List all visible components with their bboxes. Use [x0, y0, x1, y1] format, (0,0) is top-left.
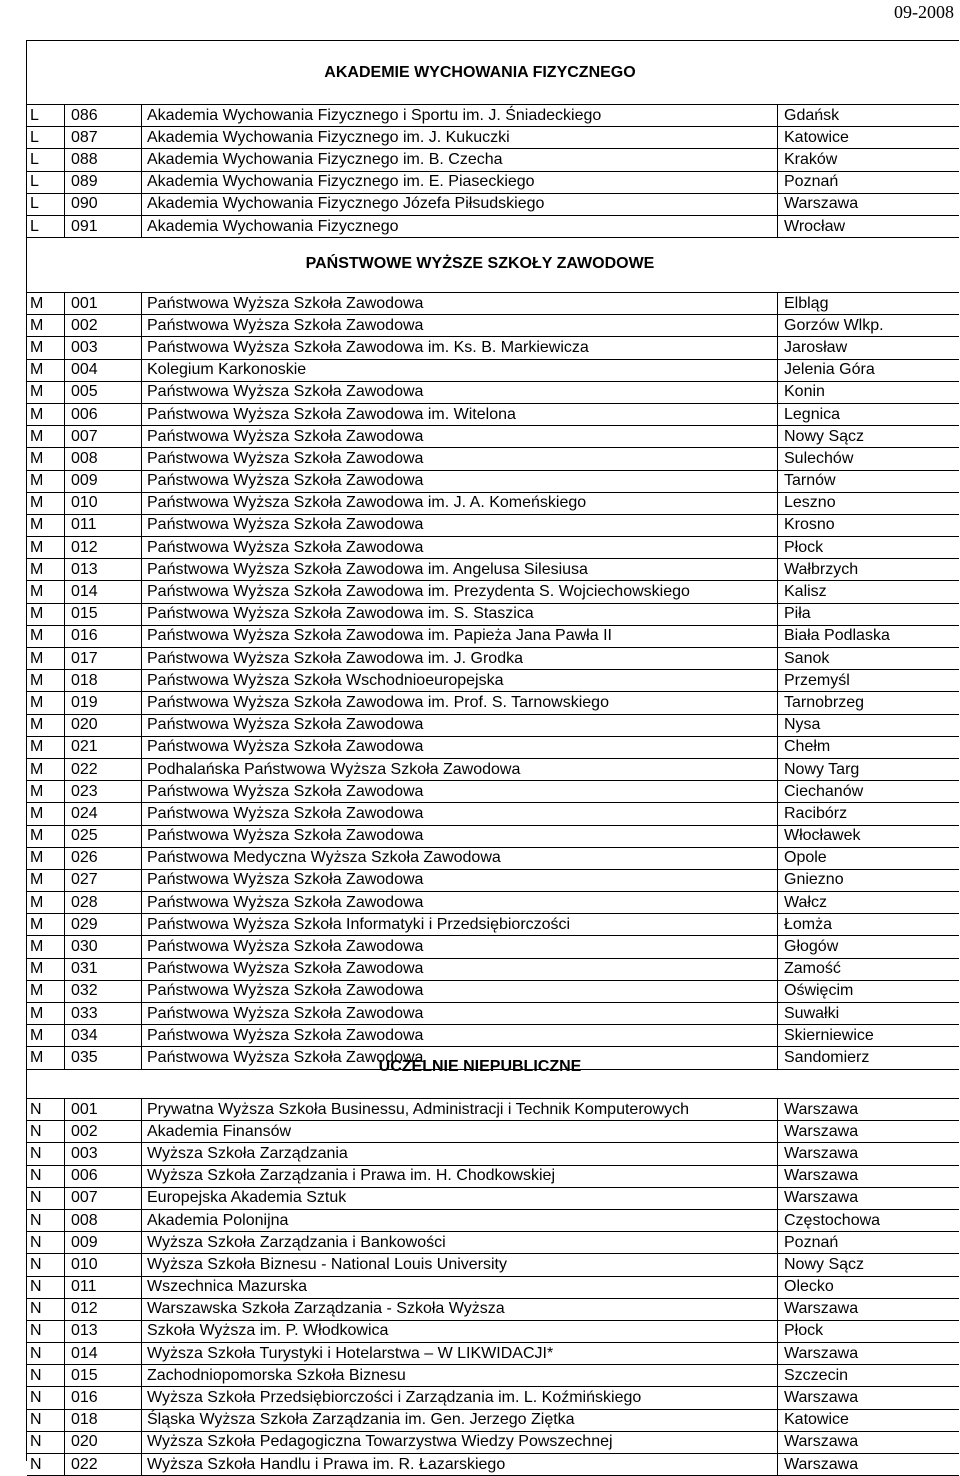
table-row: [27, 1025, 959, 1047]
cell-name: Akademia Wychowania Fizycznego im. E. Piaseckiego: [142, 171, 778, 193]
cell-city: Przemyśl: [778, 670, 960, 692]
cell-num: 028: [65, 892, 142, 914]
cell-code: M: [27, 470, 65, 492]
cell-name: Szkoła Wyższa im. P. Włodkowica: [142, 1320, 778, 1342]
table-row: [27, 215, 959, 237]
cell-code: N: [27, 1121, 65, 1143]
cell-city: Opole: [778, 847, 960, 869]
cell-code: M: [27, 448, 65, 470]
cell-code: M: [27, 714, 65, 736]
cell-num: 017: [65, 648, 142, 670]
cell-num: 010: [65, 1254, 142, 1276]
cell-num: 009: [65, 470, 142, 492]
cell-name: Państwowa Wyższa Szkoła Zawodowa: [142, 381, 778, 403]
cell-code: M: [27, 736, 65, 758]
cell-city: Warszawa: [778, 1431, 960, 1453]
cell-city: Warszawa: [778, 1099, 960, 1121]
cell-code: M: [27, 825, 65, 847]
table-row: [27, 625, 959, 647]
cell-num: 009: [65, 1232, 142, 1254]
cell-num: 086: [65, 105, 142, 127]
cell-city: Legnica: [778, 403, 960, 425]
table-row: [27, 781, 959, 803]
cell-name: Państwowa Wyższa Szkoła Zawodowa: [142, 426, 778, 448]
cell-code: M: [27, 337, 65, 359]
cell-city: Wałcz: [778, 892, 960, 914]
cell-num: 001: [65, 293, 142, 315]
cell-num: 026: [65, 847, 142, 869]
cell-num: 014: [65, 581, 142, 603]
table-row: [27, 1298, 959, 1320]
cell-code: M: [27, 315, 65, 337]
cell-name: Państwowa Wyższa Szkoła Zawodowa: [142, 448, 778, 470]
cell-name: Państwowa Wyższa Szkoła Zawodowa: [142, 892, 778, 914]
table-row: [27, 692, 959, 714]
table-row: [27, 1365, 959, 1387]
cell-num: 087: [65, 127, 142, 149]
table-row: [27, 758, 959, 780]
cell-code: M: [27, 603, 65, 625]
cell-city: Leszno: [778, 492, 960, 514]
cell-name: Państwowa Medyczna Wyższa Szkoła Zawodowa: [142, 847, 778, 869]
cell-num: 015: [65, 1365, 142, 1387]
cell-city: Jarosław: [778, 337, 960, 359]
section-title-pwsz: PAŃSTWOWE WYŻSZE SZKOŁY ZAWODOWE: [305, 255, 655, 272]
cell-code: M: [27, 426, 65, 448]
cell-code: N: [27, 1454, 65, 1476]
cell-name: Akademia Wychowania Fizycznego i Sportu im. J. Śniadeckiego: [142, 105, 778, 127]
cell-city: Nowy Sącz: [778, 1254, 960, 1276]
cell-city: Nowy Targ: [778, 758, 960, 780]
table-row: [27, 1099, 959, 1121]
table-row: [27, 492, 959, 514]
table-row: [27, 892, 959, 914]
cell-city: Konin: [778, 381, 960, 403]
cell-code: M: [27, 803, 65, 825]
cell-name: Państwowa Wyższa Szkoła Zawodowa: [142, 514, 778, 536]
cell-num: 018: [65, 1409, 142, 1431]
table-row: [27, 980, 959, 1002]
table-row: [27, 426, 959, 448]
table-row: [27, 1121, 959, 1143]
table-row: [27, 958, 959, 980]
cell-code: N: [27, 1232, 65, 1254]
cell-code: M: [27, 648, 65, 670]
cell-name: Państwowa Wyższa Szkoła Zawodowa: [142, 470, 778, 492]
table-row: [27, 670, 959, 692]
cell-num: 033: [65, 1003, 142, 1025]
cell-city: Częstochowa: [778, 1209, 960, 1231]
cell-num: 022: [65, 1454, 142, 1476]
cell-city: Krosno: [778, 514, 960, 536]
cell-city: Warszawa: [778, 1454, 960, 1476]
table-row: [27, 714, 959, 736]
cell-city: Warszawa: [778, 1298, 960, 1320]
cell-num: 006: [65, 403, 142, 425]
cell-city: Racibórz: [778, 803, 960, 825]
cell-num: 032: [65, 980, 142, 1002]
cell-code: L: [27, 171, 65, 193]
cell-city: Włocławek: [778, 825, 960, 847]
cell-city: Kalisz: [778, 581, 960, 603]
cell-num: 013: [65, 1320, 142, 1342]
cell-city: Sulechów: [778, 448, 960, 470]
cell-city: Sandomierz: [778, 1047, 960, 1069]
cell-num: 008: [65, 448, 142, 470]
cell-num: 004: [65, 359, 142, 381]
table-row: [27, 936, 959, 958]
table-row: [27, 293, 959, 315]
table-row: [27, 581, 959, 603]
cell-city: Tarnów: [778, 470, 960, 492]
cell-name: Państwowa Wyższa Szkoła Zawodowa: [142, 293, 778, 315]
section-title-niepubliczne: UCZELNIE NIEPUBLICZNE: [378, 1058, 582, 1075]
cell-name: Podhalańska Państwowa Wyższa Szkoła Zawodowa: [142, 758, 778, 780]
cell-name: Śląska Wyższa Szkoła Zarządzania im. Gen. Jerzego Ziętka: [142, 1409, 778, 1431]
table-row: [27, 1431, 959, 1453]
cell-city: Warszawa: [778, 193, 960, 215]
cell-code: M: [27, 559, 65, 581]
cell-code: M: [27, 892, 65, 914]
cell-code: N: [27, 1298, 65, 1320]
cell-city: Gorzów Wlkp.: [778, 315, 960, 337]
cell-code: M: [27, 847, 65, 869]
cell-city: Gdańsk: [778, 105, 960, 127]
cell-name: Wyższa Szkoła Zarządzania i Prawa im. H. Chodkowskiej: [142, 1165, 778, 1187]
table-row: [27, 1254, 959, 1276]
cell-city: Tarnobrzeg: [778, 692, 960, 714]
cell-name: Akademia Polonijna: [142, 1209, 778, 1231]
cell-code: N: [27, 1343, 65, 1365]
cell-name: Państwowa Wyższa Szkoła Zawodowa: [142, 315, 778, 337]
cell-city: Piła: [778, 603, 960, 625]
cell-num: 030: [65, 936, 142, 958]
cell-code: M: [27, 625, 65, 647]
cell-name: Państwowa Wyższa Szkoła Zawodowa im. J. Grodka: [142, 648, 778, 670]
cell-code: M: [27, 492, 65, 514]
cell-name: Państwowa Wyższa Szkoła Zawodowa im. Ks. B. Markiewicza: [142, 337, 778, 359]
table-row: [27, 193, 959, 215]
table-row: [27, 127, 959, 149]
cell-name: Kolegium Karkonoskie: [142, 359, 778, 381]
cell-num: 022: [65, 758, 142, 780]
cell-name: Państwowa Wyższa Szkoła Zawodowa im. Papieża Jana Pawła II: [142, 625, 778, 647]
cell-code: M: [27, 936, 65, 958]
cell-city: Nowy Sącz: [778, 426, 960, 448]
table-row: [27, 1165, 959, 1187]
cell-code: L: [27, 127, 65, 149]
cell-num: 018: [65, 670, 142, 692]
cell-code: M: [27, 980, 65, 1002]
cell-num: 002: [65, 1121, 142, 1143]
cell-code: M: [27, 1025, 65, 1047]
table-row: [27, 448, 959, 470]
cell-num: 029: [65, 914, 142, 936]
cell-city: Warszawa: [778, 1187, 960, 1209]
cell-num: 012: [65, 537, 142, 559]
cell-num: 012: [65, 1298, 142, 1320]
cell-name: Prywatna Wyższa Szkoła Businessu, Administracji i Technik Komputerowych: [142, 1099, 778, 1121]
cell-code: L: [27, 149, 65, 171]
cell-name: Wyższa Szkoła Biznesu - National Louis University: [142, 1254, 778, 1276]
cell-code: L: [27, 215, 65, 237]
table-row: [27, 847, 959, 869]
cell-num: 027: [65, 869, 142, 891]
cell-name: Akademia Wychowania Fizycznego: [142, 215, 778, 237]
table-row: [27, 1003, 959, 1025]
cell-name: Państwowa Wyższa Szkoła Zawodowa: [142, 1025, 778, 1047]
cell-city: Nysa: [778, 714, 960, 736]
cell-name: Wyższa Szkoła Handlu i Prawa im. R. Łazarskiego: [142, 1454, 778, 1476]
cell-num: 007: [65, 1187, 142, 1209]
table-row: [27, 337, 959, 359]
cell-num: 016: [65, 1387, 142, 1409]
cell-num: 014: [65, 1343, 142, 1365]
cell-name: Państwowa Wyższa Szkoła Zawodowa: [142, 781, 778, 803]
cell-city: Biała Podlaska: [778, 625, 960, 647]
table-row: [27, 1409, 959, 1431]
table-akademie: [27, 104, 959, 238]
cell-num: 090: [65, 193, 142, 215]
cell-num: 023: [65, 781, 142, 803]
cell-city: Poznań: [778, 171, 960, 193]
cell-code: M: [27, 670, 65, 692]
cell-num: 006: [65, 1165, 142, 1187]
cell-name: Państwowa Wyższa Szkoła Zawodowa im. S. Staszica: [142, 603, 778, 625]
section-title-akademie: AKADEMIE WYCHOWANIA FIZYCZNEGO: [324, 64, 636, 81]
cell-name: Państwowa Wyższa Szkoła Zawodowa: [142, 980, 778, 1002]
cell-city: Katowice: [778, 1409, 960, 1431]
cell-city: Skierniewice: [778, 1025, 960, 1047]
table-row: [27, 1387, 959, 1409]
cell-num: 005: [65, 381, 142, 403]
cell-name: Państwowa Wyższa Szkoła Wschodnioeuropejska: [142, 670, 778, 692]
cell-name: Akademia Wychowania Fizycznego Józefa Piłsudskiego: [142, 193, 778, 215]
table-row: [27, 869, 959, 891]
cell-city: Warszawa: [778, 1165, 960, 1187]
cell-code: M: [27, 1047, 65, 1069]
table-row: [27, 381, 959, 403]
cell-code: M: [27, 381, 65, 403]
cell-city: Sanok: [778, 648, 960, 670]
cell-name: Wyższa Szkoła Zarządzania: [142, 1143, 778, 1165]
cell-num: 020: [65, 1431, 142, 1453]
cell-code: N: [27, 1143, 65, 1165]
table-row: [27, 559, 959, 581]
cell-name: Państwowa Wyższa Szkoła Zawodowa im. Prof. S. Tarnowskiego: [142, 692, 778, 714]
cell-name: Państwowa Wyższa Szkoła Informatyki i Przedsiębiorczości: [142, 914, 778, 936]
table-pwsz: [27, 292, 959, 1070]
cell-num: 088: [65, 149, 142, 171]
cell-code: N: [27, 1187, 65, 1209]
cell-num: 013: [65, 559, 142, 581]
cell-city: Łomża: [778, 914, 960, 936]
cell-city: Poznań: [778, 1232, 960, 1254]
cell-city: Szczecin: [778, 1365, 960, 1387]
cell-code: M: [27, 869, 65, 891]
cell-name: Państwowa Wyższa Szkoła Zawodowa im. Angelusa Silesiusa: [142, 559, 778, 581]
table-row: [27, 171, 959, 193]
cell-city: Płock: [778, 537, 960, 559]
table-row: [27, 603, 959, 625]
cell-code: N: [27, 1165, 65, 1187]
cell-name: Państwowa Wyższa Szkoła Zawodowa im. Witelona: [142, 403, 778, 425]
cell-code: N: [27, 1099, 65, 1121]
cell-city: Warszawa: [778, 1387, 960, 1409]
table-row: [27, 403, 959, 425]
cell-num: 011: [65, 514, 142, 536]
cell-city: Kraków: [778, 149, 960, 171]
table-row: [27, 1232, 959, 1254]
cell-code: M: [27, 403, 65, 425]
table-row: [27, 825, 959, 847]
cell-code: N: [27, 1387, 65, 1409]
cell-code: L: [27, 105, 65, 127]
cell-num: 020: [65, 714, 142, 736]
cell-code: N: [27, 1209, 65, 1231]
cell-city: Warszawa: [778, 1343, 960, 1365]
cell-code: M: [27, 293, 65, 315]
cell-num: 024: [65, 803, 142, 825]
cell-name: Wyższa Szkoła Pedagogiczna Towarzystwa Wiedzy Powszechnej: [142, 1431, 778, 1453]
cell-num: 015: [65, 603, 142, 625]
cell-city: Oświęcim: [778, 980, 960, 1002]
cell-name: Państwowa Wyższa Szkoła Zawodowa im. Prezydenta S. Wojciechowskiego: [142, 581, 778, 603]
cell-code: M: [27, 537, 65, 559]
table-row: [27, 914, 959, 936]
table-row: [27, 105, 959, 127]
table-niepubliczne: [27, 1098, 959, 1476]
cell-city: Jelenia Góra: [778, 359, 960, 381]
cell-name: Zachodniopomorska Szkoła Biznesu: [142, 1365, 778, 1387]
cell-code: M: [27, 958, 65, 980]
cell-name: Państwowa Wyższa Szkoła Zawodowa: [142, 537, 778, 559]
cell-name: Akademia Wychowania Fizycznego im. B. Czecha: [142, 149, 778, 171]
table-row: [27, 1320, 959, 1342]
table-row: [27, 1343, 959, 1365]
cell-name: Wszechnica Mazurska: [142, 1276, 778, 1298]
cell-num: 011: [65, 1276, 142, 1298]
cell-name: Warszawska Szkoła Zarządzania - Szkoła Wyższa: [142, 1298, 778, 1320]
cell-name: Państwowa Wyższa Szkoła Zawodowa: [142, 825, 778, 847]
cell-num: 001: [65, 1099, 142, 1121]
table-row: [27, 1143, 959, 1165]
cell-city: Suwałki: [778, 1003, 960, 1025]
cell-name: Państwowa Wyższa Szkoła Zawodowa: [142, 958, 778, 980]
cell-name: Państwowa Wyższa Szkoła Zawodowa: [142, 714, 778, 736]
cell-code: M: [27, 692, 65, 714]
table-row: [27, 1454, 959, 1476]
cell-name: Akademia Finansów: [142, 1121, 778, 1143]
table-row: [27, 648, 959, 670]
cell-num: 010: [65, 492, 142, 514]
cell-city: Gniezno: [778, 869, 960, 891]
cell-name: Państwowa Wyższa Szkoła Zawodowa: [142, 803, 778, 825]
cell-num: 025: [65, 825, 142, 847]
table-row: [27, 736, 959, 758]
cell-city: Zamość: [778, 958, 960, 980]
cell-name: Państwowa Wyższa Szkoła Zawodowa: [142, 1003, 778, 1025]
cell-city: Katowice: [778, 127, 960, 149]
table-row: [27, 359, 959, 381]
cell-code: L: [27, 193, 65, 215]
table-row: [27, 803, 959, 825]
cell-city: Chełm: [778, 736, 960, 758]
cell-code: N: [27, 1431, 65, 1453]
cell-city: Głogów: [778, 936, 960, 958]
cell-city: Warszawa: [778, 1121, 960, 1143]
cell-code: N: [27, 1320, 65, 1342]
cell-code: M: [27, 1003, 65, 1025]
cell-num: 019: [65, 692, 142, 714]
cell-num: 089: [65, 171, 142, 193]
cell-code: N: [27, 1254, 65, 1276]
cell-city: Wrocław: [778, 215, 960, 237]
cell-city: Płock: [778, 1320, 960, 1342]
table-row: [27, 149, 959, 171]
cell-city: Elbląg: [778, 293, 960, 315]
table-row: [27, 514, 959, 536]
cell-num: 002: [65, 315, 142, 337]
cell-code: M: [27, 514, 65, 536]
cell-code: M: [27, 359, 65, 381]
cell-num: 021: [65, 736, 142, 758]
cell-name: Państwowa Wyższa Szkoła Zawodowa: [142, 936, 778, 958]
table-row: [27, 1276, 959, 1298]
table-row: [27, 470, 959, 492]
cell-code: M: [27, 758, 65, 780]
document-date: 09-2008: [894, 2, 954, 22]
cell-code: M: [27, 781, 65, 803]
cell-name: Państwowa Wyższa Szkoła Zawodowa: [142, 1047, 778, 1069]
cell-code: N: [27, 1409, 65, 1431]
cell-num: 008: [65, 1209, 142, 1231]
cell-name: Państwowa Wyższa Szkoła Zawodowa: [142, 736, 778, 758]
cell-num: 003: [65, 1143, 142, 1165]
cell-num: 003: [65, 337, 142, 359]
cell-name: Wyższa Szkoła Zarządzania i Bankowości: [142, 1232, 778, 1254]
cell-city: Wałbrzych: [778, 559, 960, 581]
cell-name: Europejska Akademia Sztuk: [142, 1187, 778, 1209]
cell-num: 034: [65, 1025, 142, 1047]
cell-num: 035: [65, 1047, 142, 1069]
cell-name: Państwowa Wyższa Szkoła Zawodowa im. J. A. Komeńskiego: [142, 492, 778, 514]
cell-num: 007: [65, 426, 142, 448]
cell-name: Wyższa Szkoła Turystyki i Hotelarstwa – W LIKWIDACJI*: [142, 1343, 778, 1365]
cell-code: M: [27, 914, 65, 936]
table-row: [27, 315, 959, 337]
cell-name: Wyższa Szkoła Przedsiębiorczości i Zarządzania im. L. Koźmińskiego: [142, 1387, 778, 1409]
table-row: [27, 1209, 959, 1231]
cell-code: M: [27, 581, 65, 603]
cell-code: N: [27, 1276, 65, 1298]
cell-city: Ciechanów: [778, 781, 960, 803]
cell-city: Warszawa: [778, 1143, 960, 1165]
cell-num: 016: [65, 625, 142, 647]
cell-num: 091: [65, 215, 142, 237]
cell-num: 031: [65, 958, 142, 980]
cell-code: N: [27, 1365, 65, 1387]
table-row: [27, 1187, 959, 1209]
cell-city: Olecko: [778, 1276, 960, 1298]
cell-name: Akademia Wychowania Fizycznego im. J. Kukuczki: [142, 127, 778, 149]
cell-name: Państwowa Wyższa Szkoła Zawodowa: [142, 869, 778, 891]
table-row: [27, 537, 959, 559]
